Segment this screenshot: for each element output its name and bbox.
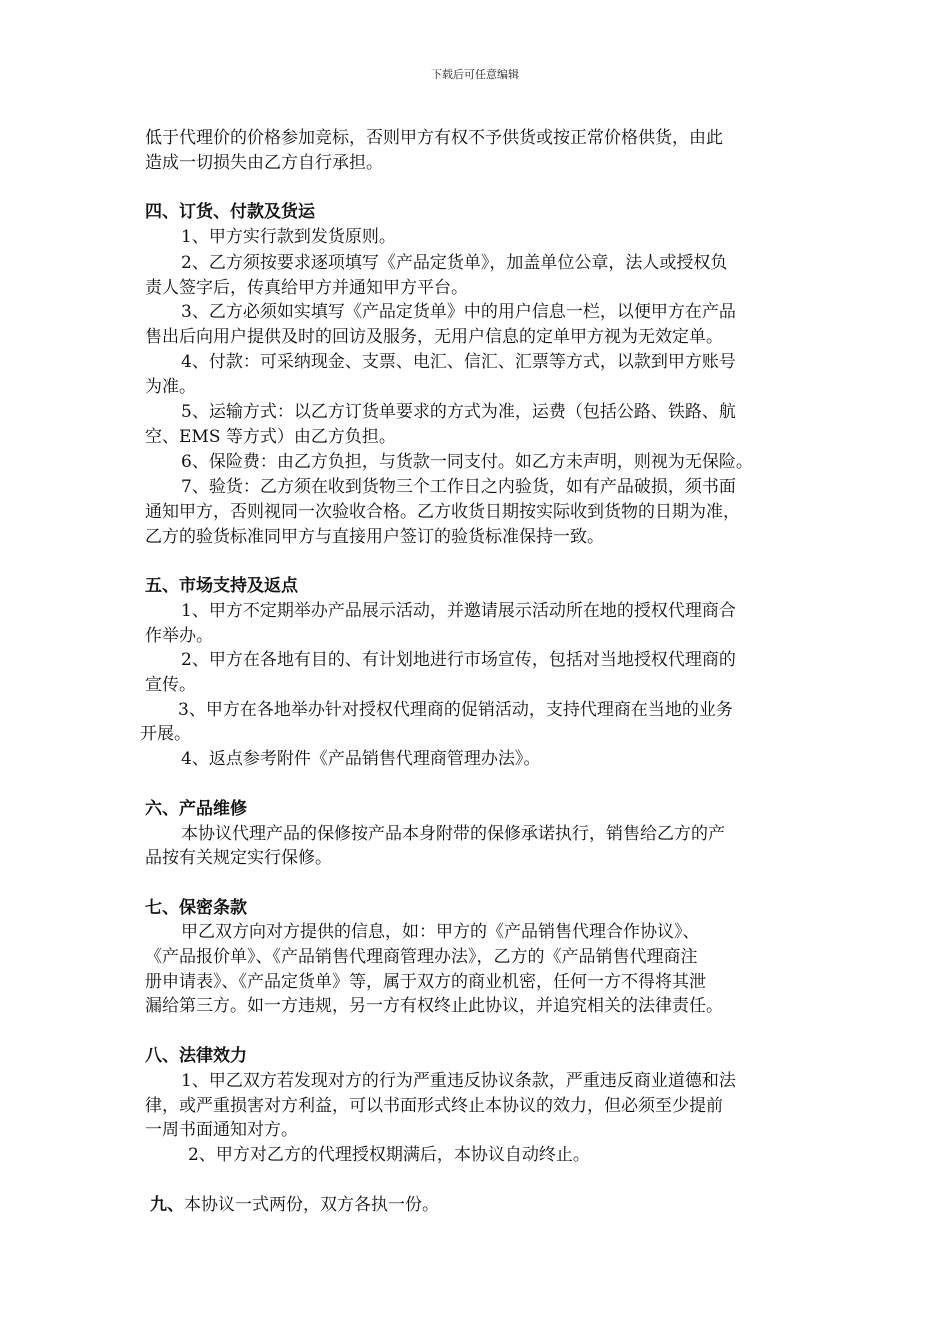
paragraph-line: 造成一切损失由乙方自行承担。 bbox=[145, 153, 383, 173]
paragraph-line: 7、验货：乙方须在收到货物三个工作日之内验货，如有产品破损，须书面 bbox=[181, 477, 736, 497]
paragraph-line: 律，或严重损害对方利益，可以书面形式终止本协议的效力，但必须至少提前 bbox=[145, 1096, 723, 1116]
paragraph-line: 空、EMS 等方式）由乙方负担。 bbox=[145, 427, 396, 447]
paragraph-line: 品按有关规定实行保修。 bbox=[145, 848, 332, 868]
paragraph-line: 1、甲方实行款到发货原则。 bbox=[181, 227, 396, 247]
closing-clause bbox=[150, 1193, 439, 1217]
paragraph-line: 责人签字后，传真给甲方并通知甲方平台。 bbox=[145, 278, 468, 298]
section-heading: 四、订货、付款及货运 bbox=[145, 202, 315, 222]
closing-text: 本协议一式两份，双方各执一份。 bbox=[184, 1195, 439, 1215]
paragraph-line: 甲乙双方向对方提供的信息，如：甲方的《产品销售代理合作协议》、 bbox=[181, 922, 700, 942]
paragraph-line: 售出后向用户提供及时的回访及服务，无用户信息的定单甲方视为无效定单。 bbox=[145, 327, 723, 347]
paragraph-line: 3、乙方必须如实填写《产品定货单》中的用户信息一栏，以便甲方在产品 bbox=[181, 302, 736, 322]
paragraph-line: 5、运输方式：以乙方订货单要求的方式为准，运费（包括公路、铁路、航 bbox=[181, 402, 736, 422]
section-label: 九、 bbox=[150, 1195, 184, 1215]
paragraph-line: 1、甲方不定期举办产品展示活动，并邀请展示活动所在地的授权代理商合 bbox=[181, 601, 736, 621]
paragraph-line: 4、付款：可采纳现金、支票、电汇、信汇、汇票等方式，以款到甲方账号 bbox=[181, 352, 736, 372]
paragraph-line: 1、甲乙双方若发现对方的行为严重违反协议条款，严重违反商业道德和法 bbox=[181, 1071, 736, 1091]
paragraph-line: 2、甲方在各地有目的、有计划地进行市场宣传，包括对当地授权代理商的 bbox=[181, 650, 736, 670]
paragraph-line: 3、甲方在各地举办针对授权代理商的促销活动，支持代理商在当地的业务 bbox=[178, 700, 733, 720]
paragraph-line: 本协议代理产品的保修按产品本身附带的保修承诺执行，销售给乙方的产 bbox=[181, 824, 725, 844]
section-heading: 八、法律效力 bbox=[145, 1046, 247, 1066]
page-header: 下载后可任意编辑 bbox=[431, 68, 519, 81]
section-heading: 七、保密条款 bbox=[145, 898, 247, 918]
paragraph-line: 2、乙方须按要求逐项填写《产品定货单》，加盖单位公章，法人或授权负 bbox=[181, 253, 728, 273]
paragraph-line: 乙方的验货标准同甲方与直接用户签订的验货标准保持一致。 bbox=[145, 527, 604, 547]
paragraph-line: 开展。 bbox=[140, 724, 191, 744]
paragraph-line: 6、保险费：由乙方负担，与货款一同支付。如乙方未声明，则视为无保险。 bbox=[181, 452, 753, 472]
paragraph-line: 一周书面通知对方。 bbox=[145, 1120, 298, 1140]
paragraph-line: 册申请表》、《产品定货单》等，属于双方的商业机密，任何一方不得将其泄 bbox=[145, 972, 706, 992]
section-heading: 六、产品维修 bbox=[145, 799, 247, 819]
paragraph-line: 宣传。 bbox=[145, 675, 196, 695]
paragraph-line: 《产品报价单》、《产品销售代理商管理办法》，乙方的《产品销售代理商注 bbox=[145, 947, 698, 967]
section-heading: 五、市场支持及返点 bbox=[145, 576, 298, 596]
paragraph-line: 作举办。 bbox=[145, 626, 213, 646]
paragraph-line: 4、返点参考附件《产品销售代理商管理办法》。 bbox=[181, 749, 541, 769]
paragraph-line: 低于代理价的价格参加竞标，否则甲方有权不予供货或按正常价格供货，由此 bbox=[145, 128, 723, 148]
paragraph-line: 通知甲方，否则视同一次验收合格。乙方收货日期按实际收到货物的日期为准， bbox=[145, 502, 740, 522]
paragraph-line: 2、甲方对乙方的代理授权期满后，本协议自动终止。 bbox=[188, 1145, 590, 1165]
paragraph-line: 为准。 bbox=[145, 377, 196, 397]
paragraph-line: 漏给第三方。如一方违规，另一方有权终止此协议，并追究相关的法律责任。 bbox=[145, 996, 723, 1016]
